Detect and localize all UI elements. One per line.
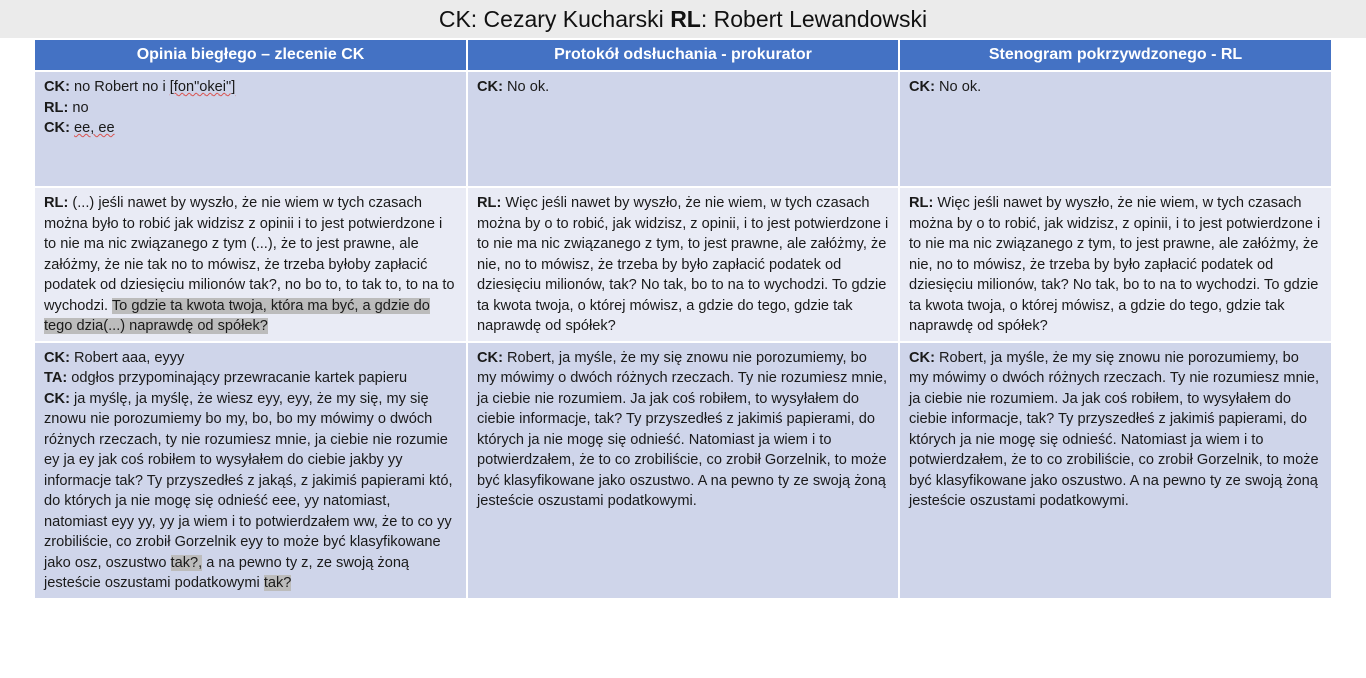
utterance-text: Robert aaa, eyyy [69,349,185,366]
comparison-table [35,40,1331,600]
speaker-label: CK: [909,79,935,95]
utterance-text: Robert, ja myśle, że my się znowu nie porozumiemy, bo my mówimy o dwóch różnych rzeczach. Ty nie rozumiesz mnie, ja ciebie nie rozumiem. Ja jak coś robiłem, to wysyłałem do ciebie informacje, tak? Ty przyszedłeś z jakimiś papierami, do których ja nie mogę się odnieść. Natomiast ja wiem i to potwierdzałem, że to co zrobiliście, co zrobił Gorzelnik, to może być klasyfikowane jako oszustwo. A na pewno ty ze swoją żoną jesteście oszustami podatkowymi. [477,349,888,509]
table-row [35,187,1331,342]
cell-expert-opinion [35,342,467,599]
column-header-expert-opinion: Opinia biegłego – zlecenie CK [35,40,467,71]
utterance-text: no Robert no i [69,79,170,95]
utterance-text: odgłos przypominający przewracanie kartek papieru [67,370,408,386]
title-rl-code: RL [670,6,701,32]
cell-prosecutor-protocol [467,71,899,187]
utterance-text: no [68,99,89,116]
table-row [35,342,1331,599]
table-header-row [35,40,1331,71]
speaker-label: CK: [44,349,70,366]
utterance-text: a na pewno ty z, ze swoją żoną jesteście oszustami podatkowymi [44,554,410,591]
highlighted-text: To gdzie ta kwota twoja, która ma być, a gdzie do tego dzia(...) naprawdę od spółek? [44,297,430,334]
utterance-flagged-text: ee, ee [74,120,115,136]
highlighted-text: tak? [263,575,292,591]
utterance-text: Robert, ja myśle, że my się znowu nie porozumiemy, bo my mówimy o dwóch różnych rzeczach. Ty nie rozumiesz mnie, ja ciebie nie rozumiem. Ja jak coś robiłem, to wysyłałem do ciebie informacje, tak? Ty przyszedłeś z jakimiś papierami, do których ja nie mogę się odnieść. Natomiast ja wiem i to potwierdzałem, że to co zrobiliście, co zrobił Gorzelnik, to może być klasyfikowane jako oszustwo. A na pewno ty ze swoją żoną jesteście oszustami podatkowymi. [909,349,1320,509]
cell-victim-transcript [899,342,1331,599]
utterance-text: Więc jeśli nawet by wyszło, że nie wiem, w tych czasach można by o to robić, jak widzisz, z opinii, i to jest potwierdzone i to nie ma nic związanego z tym, to jest prawne, ale załóżmy, że nie, no to mówisz, że trzeba by było zapłacić podatek od dziesięciu milionów, tak? No tak, bo to na to wychodzi. To gdzie ta kwota twoja, o której mówisz, a gdzie do tego, gdzie tak naprawdę od spółek? [909,195,1321,334]
speaker-label: CK: [909,349,935,366]
speaker-label: RL: [477,195,502,211]
transcript-line [44,368,457,389]
utterance-text: (...) jeśli nawet by wyszło, że nie wiem w tych czasach można było to robić jak widzisz z opinii i to jest potwierdzone i to nie ma nic związanego z tym (...), że to jest prawne, ale załóżmy, że nie tak no to mówisz, że trzeba byłoby zapłacić podatek od dziesięciu milionów tak?, no bo to, to tak to, to na to wychodzi. [44,195,455,314]
speaker-label: CK: [44,79,70,95]
column-header-victim-transcript: Stenogram pokrzywdzonego - RL [899,40,1331,71]
cell-victim-transcript [899,187,1331,342]
speaker-label: RL: [909,195,934,211]
table-row [35,71,1331,187]
utterance-text: ja myślę, ja myślę, że wiesz eyy, eyy, że my się, my się znowu nie porozumiemy bo my, bo, bo my mówimy o dwóch różnych rzeczach, ty nie rozumiesz mnie, ja ciebie nie rozumie ey ja ey jak coś robiłem to wysyłałem do ciebie jakby yy informacje tak? Ty przyszedłeś z jakąś, z jakimiś papierami któ, do których ja nie mogę się odnieść eee, yy natomiast, natomiast eyy yy, yy ja wiem i to potwierdzałem ww, że to co yy zrobiliście, co zrobił Gorzelnik eyy to może być klasyfikowane jako osz, oszustwo [44,390,453,571]
slide-title [0,0,1366,38]
transcript-line [44,389,457,594]
title-ck-code: CK [438,6,471,32]
speaker-label: CK: [44,120,70,136]
title-ck-name: : Cezary Kucharski [470,6,671,32]
utterance-text: No ok. [502,79,550,95]
speaker-label: TA: [44,370,68,386]
transcript-line [44,348,457,369]
cell-expert-opinion [35,187,467,342]
speaker-label: CK: [44,390,70,407]
utterance-flagged-text: [fon"okei"] [169,79,236,95]
transcript-line [44,118,457,139]
cell-victim-transcript [899,71,1331,187]
highlighted-text: tak?, [170,554,203,571]
title-rl-name: : Robert Lewandowski [700,6,928,32]
cell-prosecutor-protocol [467,187,899,342]
speaker-label: CK: [477,349,503,366]
cell-prosecutor-protocol [467,342,899,599]
transcript-line [44,77,457,98]
speaker-label: CK: [477,79,503,95]
utterance-text: No ok. [934,79,982,95]
speaker-label: RL: [44,99,69,116]
utterance-text: Więc jeśli nawet by wyszło, że nie wiem, w tych czasach można by o to robić, jak widzisz, z opinii, i to jest potwierdzone i to nie ma nic związanego z tym, to jest prawne, ale załóżmy, że nie, no to mówisz, że trzeba by było zapłacić podatek od dziesięciu milionów, tak? No tak, bo to na to wychodzi. To gdzie ta kwota twoja, o której mówisz, a gdzie do tego, gdzie tak naprawdę od spółek? [477,195,889,334]
column-header-prosecutor-protocol: Protokół odsłuchania - prokurator [467,40,899,71]
cell-expert-opinion [35,71,467,187]
speaker-label: RL: [44,195,69,211]
transcript-line [44,98,457,119]
